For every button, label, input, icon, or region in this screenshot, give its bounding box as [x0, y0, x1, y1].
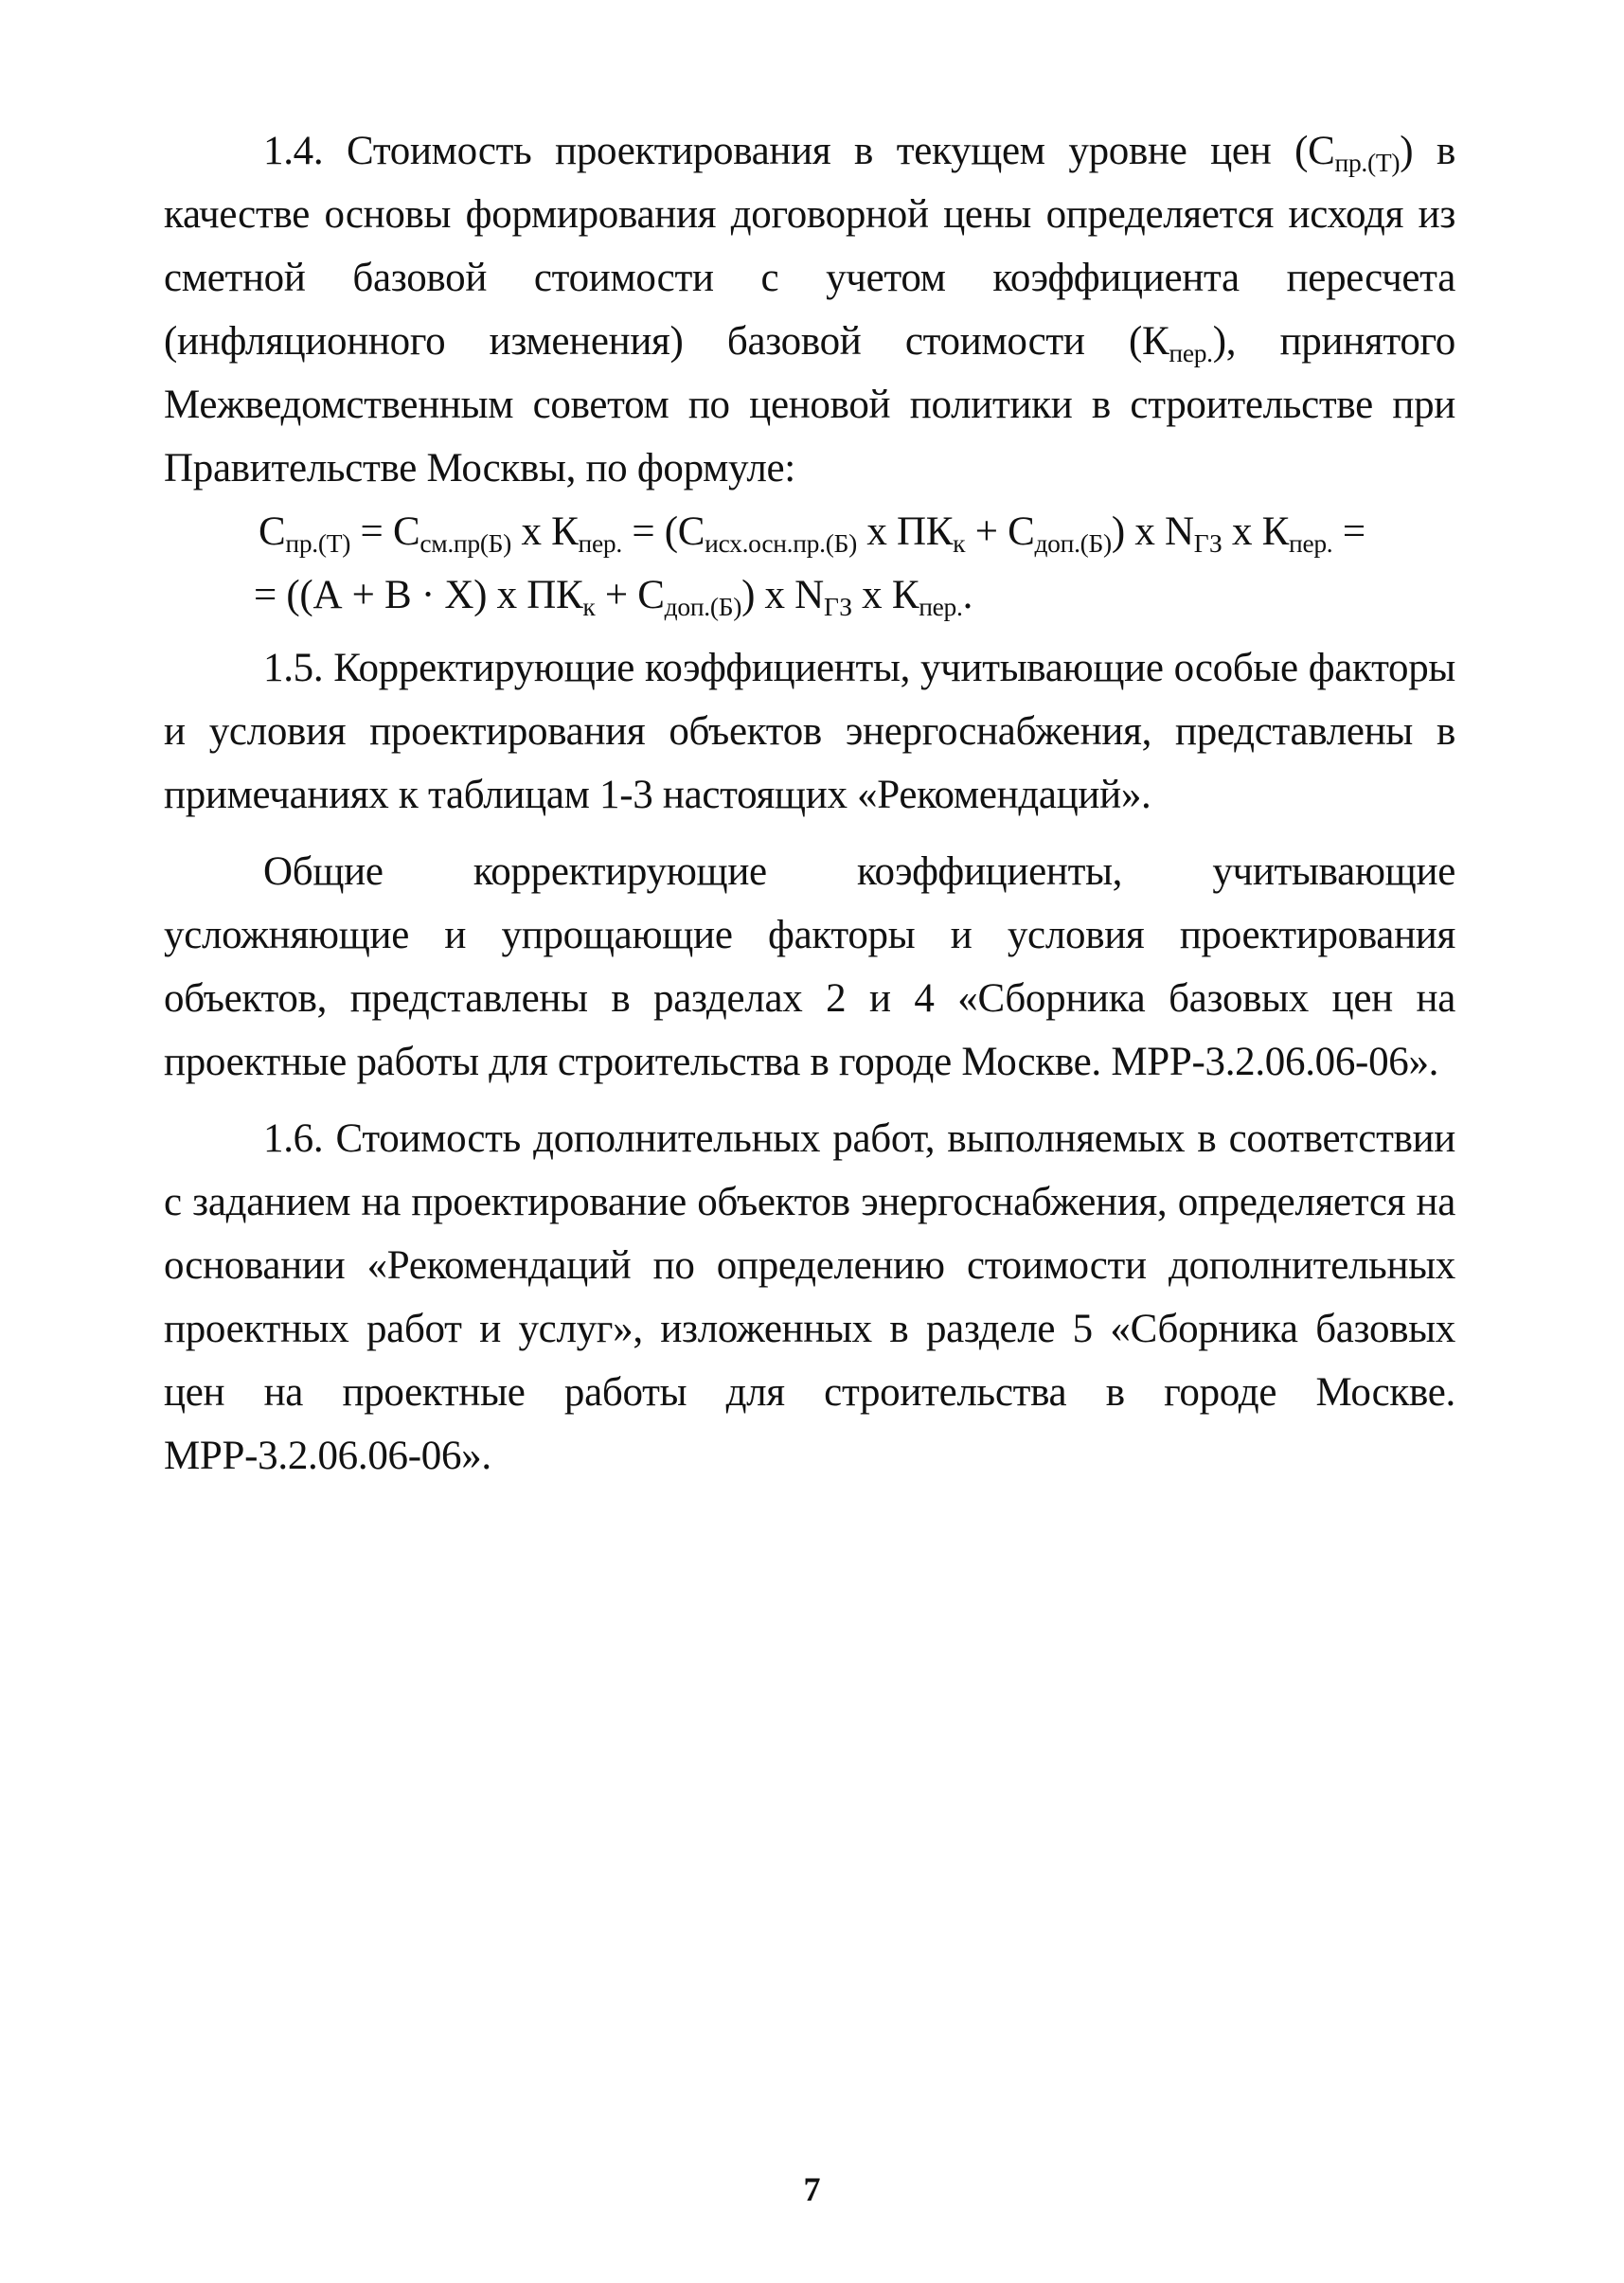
formula-term: ) х N — [741, 573, 824, 617]
subscript: пер. — [919, 592, 963, 621]
subscript: к — [582, 592, 596, 621]
body-text — [164, 119, 1455, 1488]
formula-term: = (С — [621, 509, 705, 554]
text-run: ), принятого Межведомственным советом по ценовой политики в строительстве при Правительстве Москвы, по формуле: — [164, 319, 1455, 490]
subscript: пер. — [578, 528, 622, 558]
formula-term: = С — [350, 509, 420, 554]
text-run: ) в качестве основы формирования договорной цены определяется исходя из сметной базовой стоимости с учетом коэффициента пересчета (инфляционного изменения) базовой стоимости (К — [164, 129, 1455, 364]
formula-term: + С — [595, 573, 665, 617]
subscript: пер. — [1169, 338, 1213, 367]
formula-term: х К — [851, 573, 919, 617]
subscript: пер. — [1289, 528, 1333, 558]
subscript: доп.(Б) — [664, 592, 742, 621]
paragraph-1-4 — [164, 119, 1455, 500]
subscript: доп.(Б) — [1034, 528, 1112, 558]
formula-line-1 — [164, 500, 1455, 563]
text-run: 1.4. Стоимость проектирования в текущем уровне цен (С — [263, 129, 1335, 173]
subscript: пр.(Т) — [285, 528, 351, 558]
formula-term: С — [259, 509, 286, 554]
formula-term: = — [1332, 509, 1365, 554]
paragraph-1-5: 1.5. Корректирующие коэффициенты, учитывающие особые факторы и условия проектирования объектов энергоснабжения, представлены в примечаниях к таблицам 1-3 настоящих «Рекомендаций». — [164, 646, 1455, 817]
formula-line-2 — [164, 563, 1455, 627]
subscript: пр.(Т) — [1334, 148, 1401, 177]
subscript: ГЗ — [1193, 528, 1222, 558]
formula-term: . — [962, 573, 973, 617]
formula-term: + С — [965, 509, 1035, 554]
subscript: к — [953, 528, 966, 558]
paragraph-1-6: 1.6. Стоимость дополнительных работ, выполняемых в соответствии с заданием на проектирование объектов энергоснабжения, определяется на основании «Рекомендаций по определению стоимости дополнительных проектных работ и услуг», изложенных в разделе 5 «Сборника базовых цен на проектные работы для строительства в городе Москве. МРР-3.2.06.06-06». — [164, 1116, 1455, 1478]
formula-term: ) х N — [1111, 509, 1194, 554]
subscript: исх.осн.пр.(Б) — [705, 528, 857, 558]
formula-term: х К — [511, 509, 579, 554]
paragraph-1-5-general: Общие корректирующие коэффициенты, учитывающие усложняющие и упрощающие факторы и условия проектирования объектов, представлены в разделах 2 и 4 «Сборника базовых цен на проектные работы для строительства в городе Москве. МРР-3.2.06.06-06». — [164, 849, 1455, 1084]
formula-term: = ((А + В · Х) х ПК — [254, 573, 583, 617]
subscript: ГЗ — [823, 592, 852, 621]
page-number: 7 — [803, 2170, 821, 2208]
formula-term: х ПК — [856, 509, 954, 554]
subscript: см.пр(Б) — [419, 528, 512, 558]
formula-term: х К — [1222, 509, 1290, 554]
